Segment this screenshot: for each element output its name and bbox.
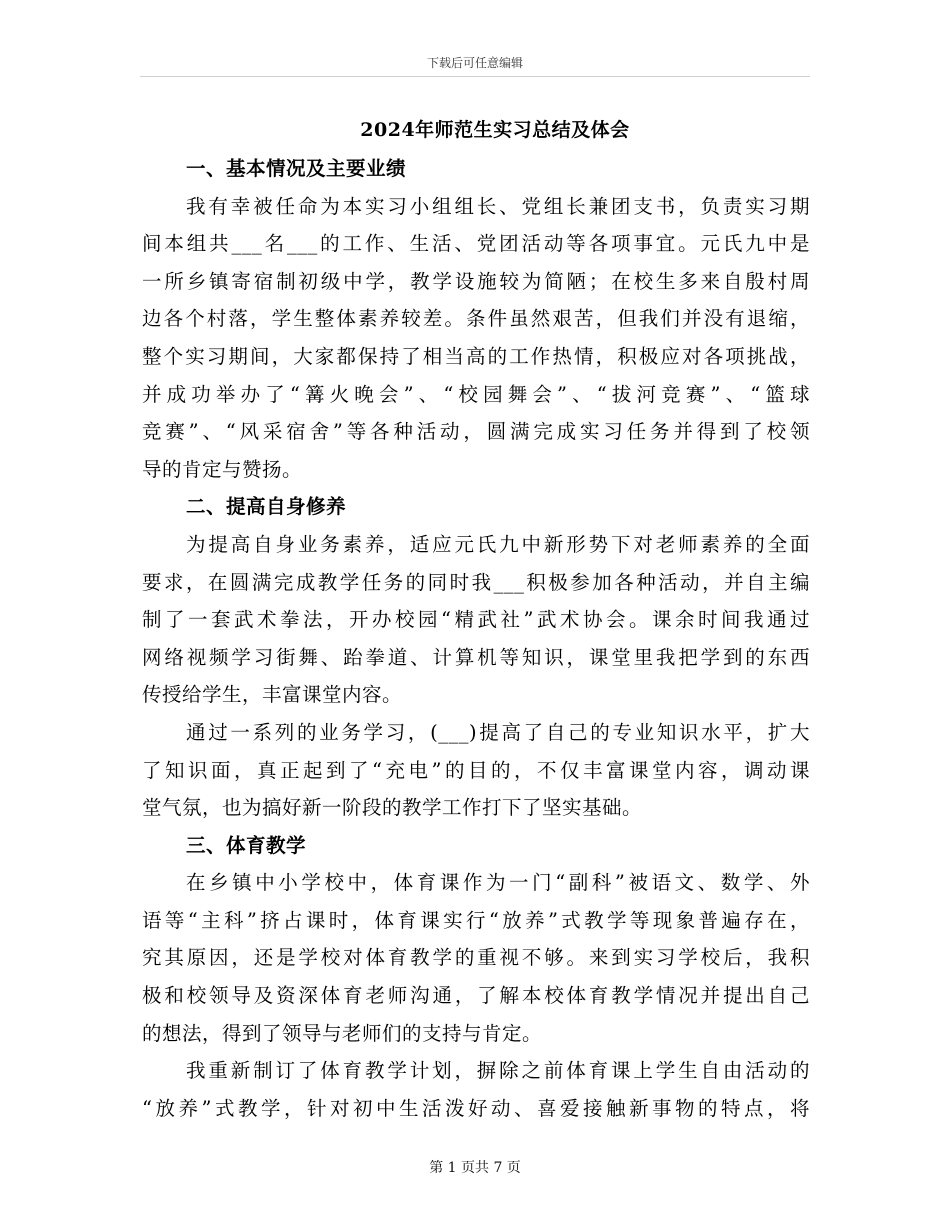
document-title: 2024年师范生实习总结及体会 [360,119,630,141]
paragraph-line: 竞赛”、“风采宿舍”等各种活动，圆满完成实习任务并得到了校领 [142,420,810,444]
paragraph-line: 我有幸被任命为本实习小组组长、党组长兼团支书，负责实习期 [186,194,810,218]
paragraph-line: 了知识面，真正起到了“充电”的目的，不仅丰富课堂内容，调动课 [142,758,810,782]
paragraph-line: 极和校领导及资深体育老师沟通，了解本校体育教学情况并提出自己 [142,984,810,1008]
paragraph-line: 整个实习期间，大家都保持了相当高的工作热情，积极应对各项挑战， [142,344,810,368]
paragraph-line: 制了一套武术拳法，开办校园“精武社”武术协会。课余时间我通过 [142,608,810,632]
paragraph-line: 边各个村落，学生整体素养较差。条件虽然艰苦，但我们并没有退缩， [142,307,810,331]
paragraph-line: 究其原因，还是学校对体育教学的重视不够。来到实习学校后，我积 [142,946,810,970]
section-heading: 二、提高自身修养 [186,495,347,519]
paragraph-line: 间本组共___名___的工作、生活、党团活动等各项事宜。元氏九中是 [142,232,810,256]
paragraph-line: 网络视频学习街舞、跆拳道、计算机等知识，课堂里我把学到的东西 [142,645,810,669]
section-heading: 三、体育教学 [186,833,307,857]
paragraph-line: 的想法，得到了领导与老师们的支持与肯定。 [142,1021,543,1045]
paragraph-line: 在乡镇中小学校中，体育课作为一门“副科”被语文、数学、外 [186,871,810,895]
paragraph-line: 堂气氛，也为搞好新一阶段的教学工作打下了坚实基础。 [142,796,643,820]
paragraph-line: 通过一系列的业务学习，(___)提高了自己的专业知识水平，扩大 [186,720,810,744]
paragraph-line: 语等“主科”挤占课时，体育课实行“放养”式教学等现象普遍存在， [142,908,810,932]
header-divider [140,76,810,77]
page-number: 第 1 页共 7 页 [429,1160,521,1176]
paragraph-line: 要求，在圆满完成教学任务的同时我___积极参加各种活动，并自主编 [142,570,810,594]
paragraph-line: 一所乡镇寄宿制初级中学，教学设施较为简陋；在校生多来自殷村周 [142,269,810,293]
paragraph-line: 为提高自身业务素养，适应元氏九中新形势下对老师素养的全面 [186,532,810,556]
header-note: 下载后可任意编辑 [426,56,523,70]
paragraph-line: 并成功举办了“篝火晚会”、“校园舞会”、“拔河竞赛”、“篮球 [142,382,810,406]
document-body [142,150,810,1127]
paragraph-line: “放养”式教学，针对初中生活泼好动、喜爱接触新事物的特点，将 [142,1096,810,1120]
section-heading: 一、基本情况及主要业绩 [186,157,407,180]
paragraph-line: 传授给学生，丰富课堂内容。 [142,683,403,707]
paragraph-line: 我重新制订了体育教学计划，摒除之前体育课上学生自由活动的 [186,1059,810,1083]
paragraph-line: 导的肯定与赞扬。 [142,457,303,481]
